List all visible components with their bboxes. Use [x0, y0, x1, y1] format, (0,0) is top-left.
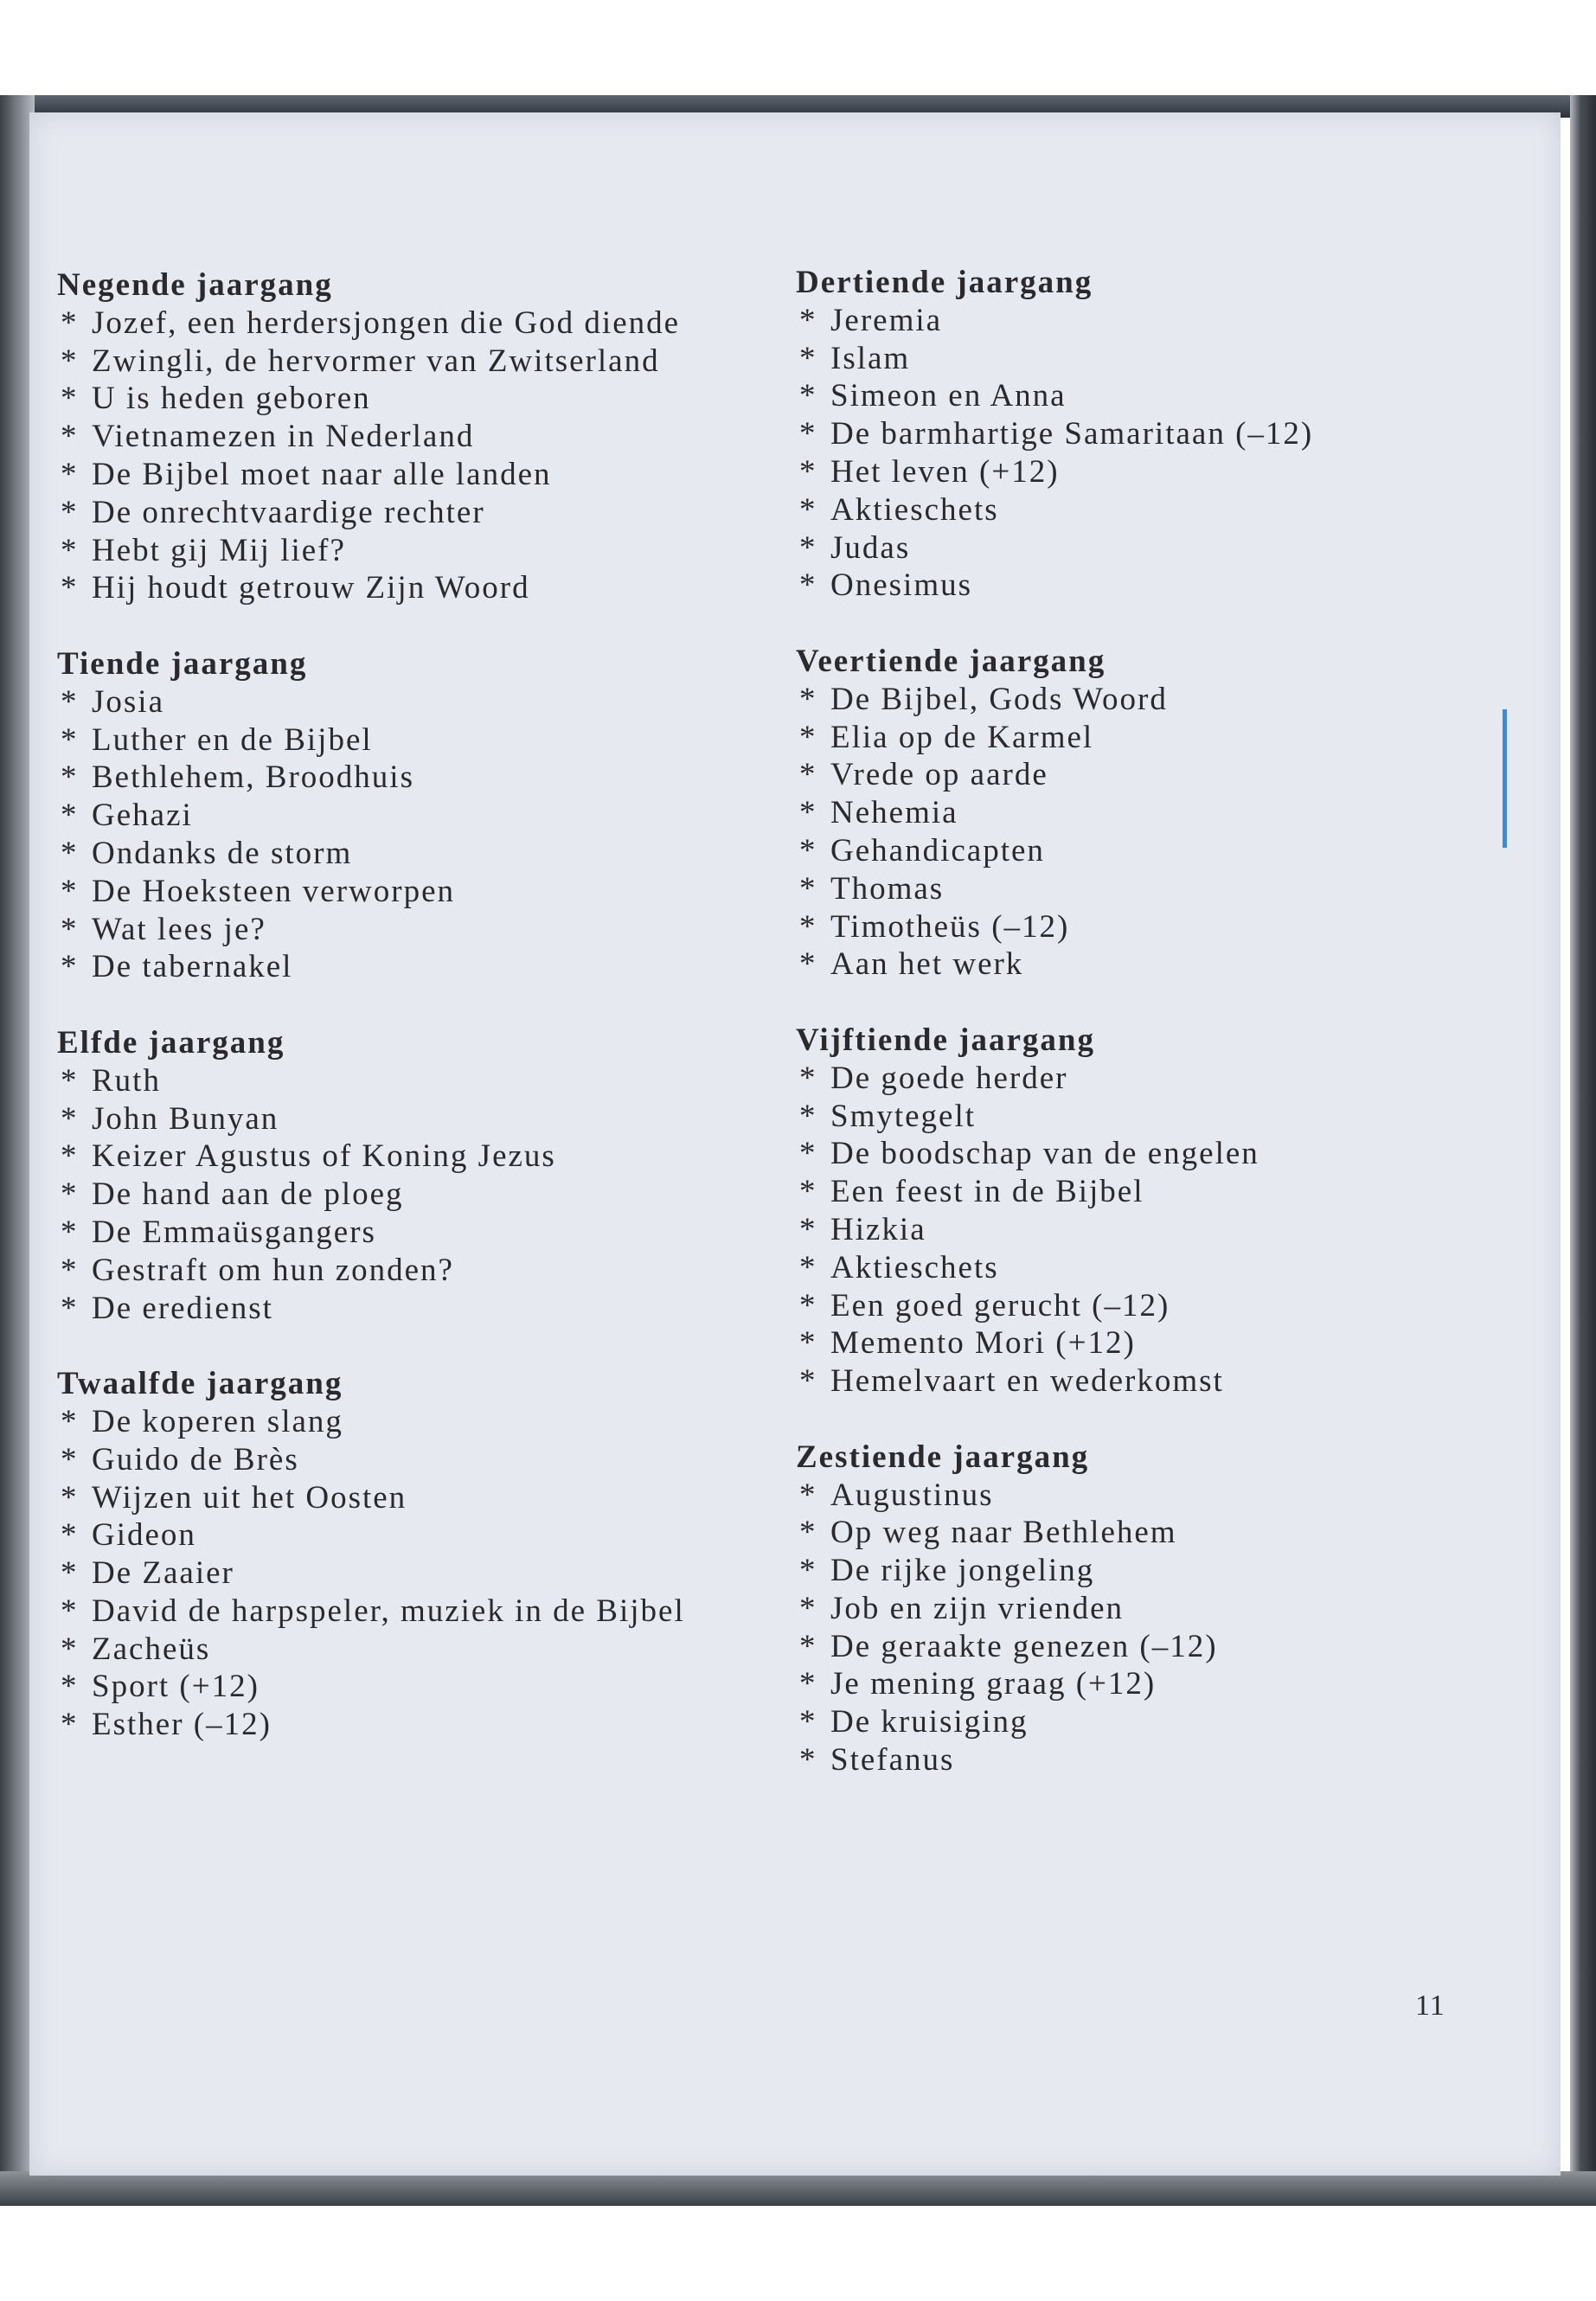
list-item: * Een feest in de Bijbel: [796, 1173, 1419, 1211]
year-section: [57, 1024, 766, 1327]
year-section: [796, 1022, 1419, 1400]
list-item: * De barmhartige Samaritaan (–12): [796, 415, 1419, 453]
section-heading: Vijftiende jaargang: [796, 1022, 1095, 1058]
list-item: * Hij houdt getrouw Zijn Woord: [57, 569, 766, 607]
list-item: * Gideon: [57, 1516, 766, 1554]
list-item: * Judas: [796, 529, 1419, 567]
list-item: * Stefanus: [796, 1741, 1419, 1779]
section-heading: Veertiende jaargang: [796, 643, 1106, 679]
list-item: * De onrechtvaardige rechter: [57, 494, 766, 532]
year-section: [57, 266, 766, 607]
year-section: [796, 264, 1419, 605]
list-item: * Aktieschets: [796, 491, 1419, 529]
list-item: * Op weg naar Bethlehem: [796, 1514, 1419, 1552]
list-item: * Smytegelt: [796, 1098, 1419, 1136]
list-item: * U is heden geboren: [57, 380, 766, 418]
list-item: * Job en zijn vrienden: [796, 1590, 1419, 1628]
list-item: * Gestraft om hun zonden?: [57, 1252, 766, 1290]
list-item: * Hebt gij Mij lief?: [57, 532, 766, 570]
section-heading: Twaalfde jaargang: [57, 1366, 343, 1402]
section-heading: Negende jaargang: [57, 267, 333, 303]
list-item: * Josia: [57, 683, 766, 721]
list-item: * David de harpspeler, muziek in de Bijbel: [57, 1593, 766, 1631]
section-heading: Zestiende jaargang: [796, 1439, 1090, 1475]
year-section: [57, 645, 766, 986]
list-item: * Luther en de Bijbel: [57, 721, 766, 760]
list-item: * Vrede op aarde: [796, 756, 1419, 794]
list-item: * Het leven (+12): [796, 453, 1419, 491]
section-heading: Dertiende jaargang: [796, 265, 1093, 300]
list-item: * Timotheüs (–12): [796, 908, 1419, 946]
list-item: * Je mening graag (+12): [796, 1665, 1419, 1703]
year-section: [796, 1439, 1419, 1779]
left-column: [57, 266, 766, 1782]
list-item: * Een goed gerucht (–12): [796, 1287, 1419, 1325]
list-item: * Simeon en Anna: [796, 377, 1419, 415]
list-item: * Jeremia: [796, 302, 1419, 340]
list-item: * De Emmaüsgangers: [57, 1214, 766, 1252]
list-item: * De rijke jongeling: [796, 1552, 1419, 1590]
list-item: * De Bijbel moet naar alle landen: [57, 456, 766, 494]
page-number: 11: [1415, 1990, 1445, 2022]
list-item: * De Zaaier: [57, 1554, 766, 1593]
list-item: * Memento Mori (+12): [796, 1324, 1419, 1362]
list-item: * Hizkia: [796, 1211, 1419, 1249]
year-section: [57, 1365, 766, 1744]
list-item: * Gehandicapten: [796, 832, 1419, 870]
list-item: * Aan het werk: [796, 945, 1419, 984]
list-item: * Hemelvaart en wederkomst: [796, 1362, 1419, 1400]
list-item: * Guido de Brès: [57, 1441, 766, 1479]
section-heading: Tiende jaargang: [57, 645, 308, 682]
list-item: * De boodschap van de engelen: [796, 1135, 1419, 1173]
list-item: * De hand aan de ploeg: [57, 1176, 766, 1214]
list-item: * Aktieschets: [796, 1249, 1419, 1287]
list-item: * Sport (+12): [57, 1668, 766, 1706]
list-item: * Keizer Agustus of Koning Jezus: [57, 1138, 766, 1176]
list-item: * Ruth: [57, 1062, 766, 1100]
list-item: * Wat lees je?: [57, 911, 766, 949]
list-item: * Esther (–12): [57, 1706, 766, 1744]
list-item: * Ondanks de storm: [57, 835, 766, 873]
list-item: * Vietnamezen in Nederland: [57, 418, 766, 456]
scan-bottom-edge: [0, 2171, 1596, 2206]
book-cover-edge: [1570, 95, 1596, 2206]
list-item: * Islam: [796, 340, 1419, 378]
page-marker-tab: [1503, 709, 1507, 848]
list-item: * De tabernakel: [57, 948, 766, 986]
list-item: * Elia op de Karmel: [796, 719, 1419, 757]
list-item: * Thomas: [796, 870, 1419, 908]
right-column: [796, 264, 1419, 1817]
list-item: * John Bunyan: [57, 1100, 766, 1138]
list-item: * Onesimus: [796, 567, 1419, 605]
section-heading: Elfde jaargang: [57, 1024, 285, 1061]
list-item: * De Bijbel, Gods Woord: [796, 681, 1419, 719]
list-item: * De kruisiging: [796, 1703, 1419, 1741]
list-item: * Bethlehem, Broodhuis: [57, 759, 766, 797]
list-item: * Nehemia: [796, 794, 1419, 832]
list-item: * De goede herder: [796, 1060, 1419, 1098]
list-item: * De geraakte genezen (–12): [796, 1628, 1419, 1666]
list-item: * Zacheüs: [57, 1631, 766, 1669]
list-item: * Jozef, een herdersjongen die God diende: [57, 304, 766, 343]
list-item: * Zwingli, de hervormer van Zwitserland: [57, 343, 766, 381]
list-item: * De koperen slang: [57, 1403, 766, 1441]
year-section: [796, 643, 1419, 984]
list-item: * De Hoeksteen verworpen: [57, 873, 766, 911]
list-item: * De eredienst: [57, 1290, 766, 1328]
list-item: * Wijzen uit het Oosten: [57, 1479, 766, 1517]
list-item: * Augustinus: [796, 1477, 1419, 1515]
list-item: * Gehazi: [57, 797, 766, 835]
